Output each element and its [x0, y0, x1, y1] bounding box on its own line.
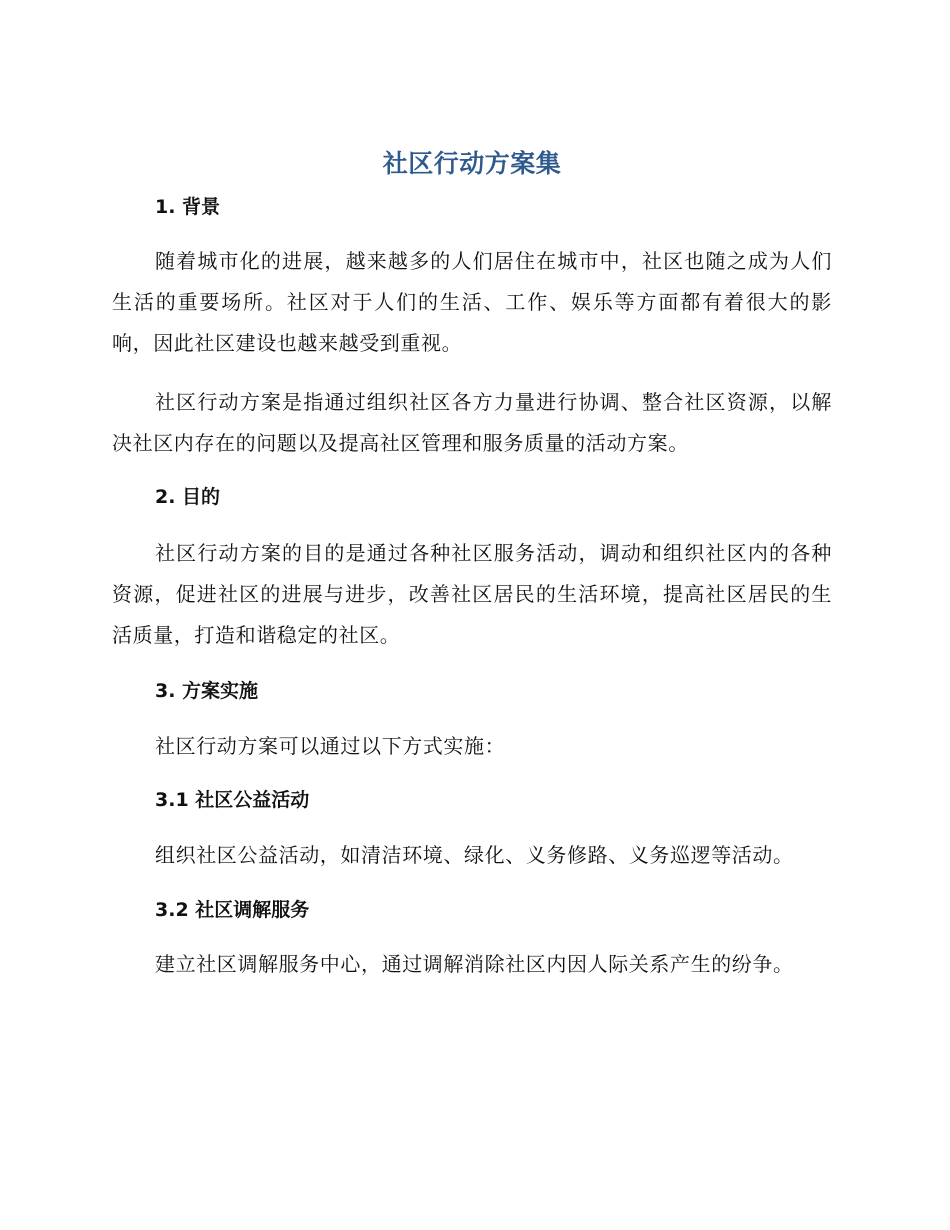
- section-heading-implementation: 3. 方案实施: [155, 680, 259, 702]
- section-heading-background: 1. 背景: [155, 196, 221, 218]
- section-heading-public-welfare: 3.1 社区公益活动: [155, 789, 310, 811]
- document-title: 社区行动方案集: [382, 149, 562, 178]
- paragraph-implementation: 社区行动方案可以通过以下方式实施：: [155, 734, 506, 758]
- paragraph-mediation: 建立社区调解服务中心，通过调解消除社区内因人际关系产生的纷争。: [155, 952, 794, 976]
- section-heading-mediation: 3.2 社区调解服务: [155, 899, 310, 921]
- section-heading-purpose: 2. 目的: [155, 486, 221, 508]
- paragraph-background-1: 随着城市化的进展，越来越多的人们居住在城市中，社区也随之成为人们生活的重要场所。社区对于人们的生活、工作、娱乐等方面都有着很大的影响，因此社区建设也越来越受到重视。: [112, 249, 832, 355]
- paragraph-purpose: 社区行动方案的目的是通过各种社区服务活动，调动和组织社区内的各种资源，促进社区的进展与进步，改善社区居民的生活环境，提高社区居民的生活质量，打造和谐稳定的社区。: [112, 541, 832, 647]
- paragraph-public-welfare: 组织社区公益活动，如清洁环境、绿化、义务修路、义务巡逻等活动。: [155, 843, 794, 867]
- paragraph-background-2: 社区行动方案是指通过组织社区各方力量进行协调、整合社区资源，以解决社区内存在的问题以及提高社区管理和服务质量的活动方案。: [112, 390, 832, 455]
